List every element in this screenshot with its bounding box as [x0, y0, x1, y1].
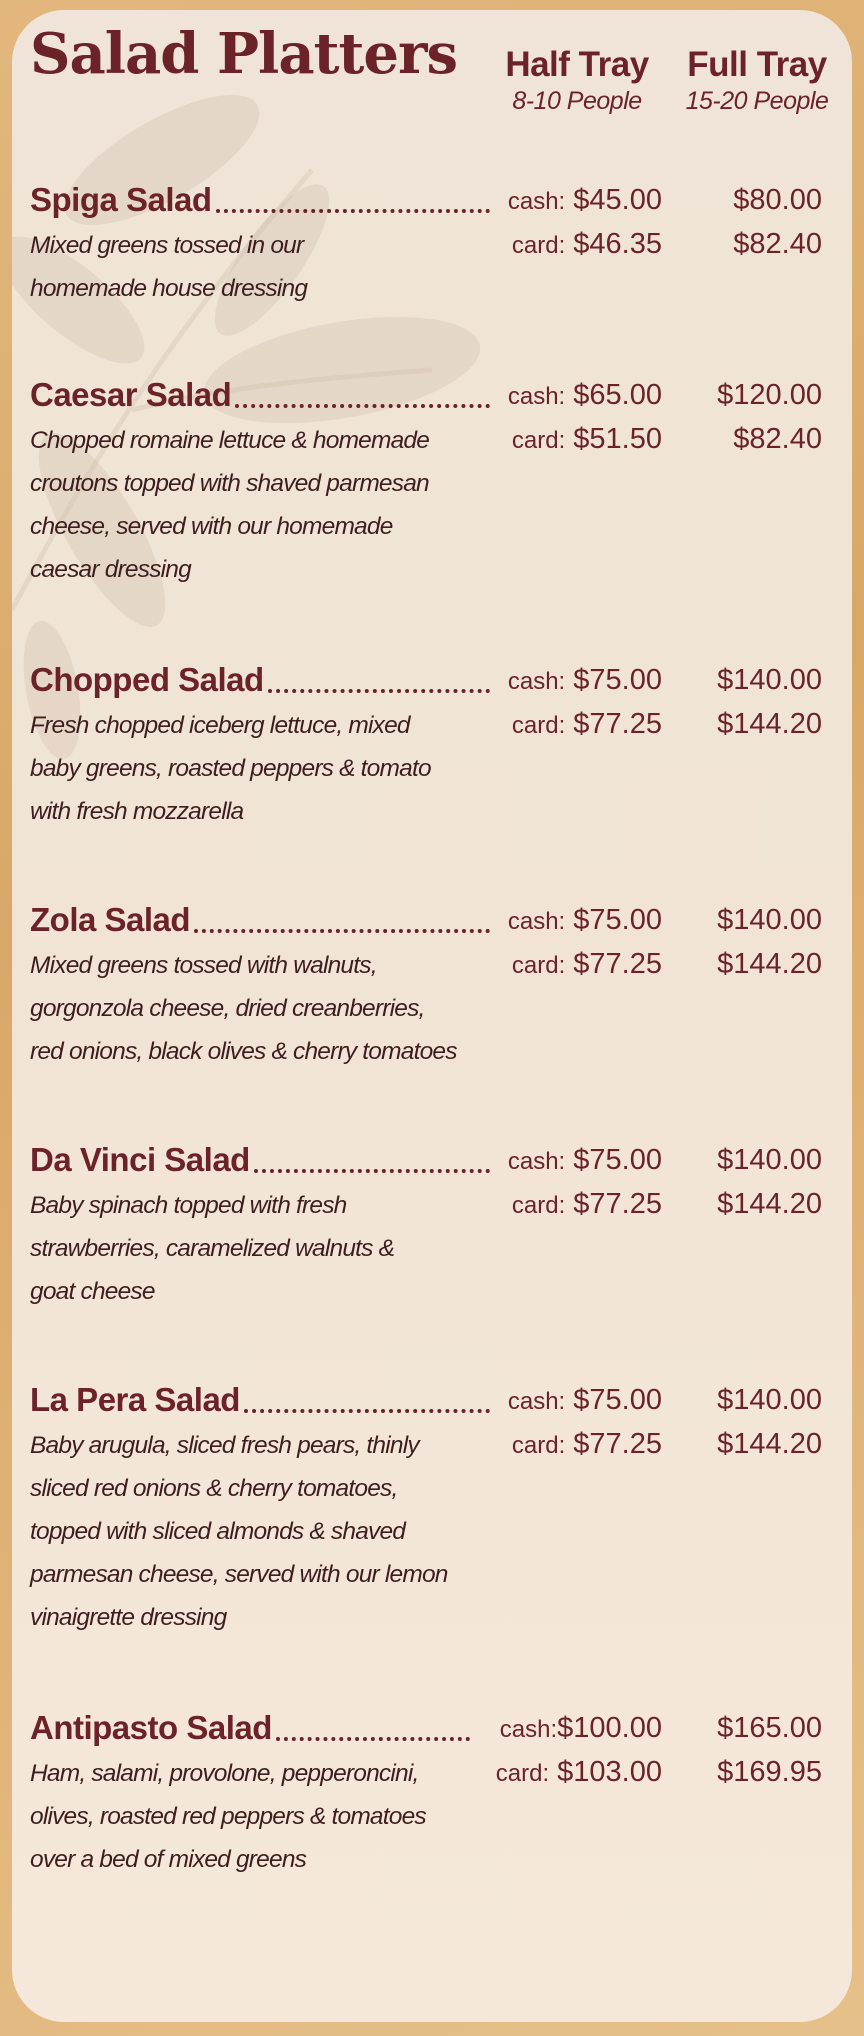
- cash-label: cash:: [499, 1716, 558, 1743]
- item-description: [30, 704, 470, 833]
- half-cash-price: [508, 1378, 662, 1424]
- price-value: $46.35: [573, 228, 662, 260]
- full-cash-price: $140.00: [717, 1384, 822, 1416]
- price-value: $77.25: [573, 1188, 662, 1220]
- price-value: $51.50: [573, 423, 662, 455]
- half-card-price: [512, 222, 662, 268]
- full-cash-price: $80.00: [733, 184, 822, 216]
- cash-label: cash:: [507, 1148, 566, 1175]
- item-name-row: [30, 1706, 470, 1750]
- full-card-price: $144.20: [717, 708, 822, 740]
- item-description: [30, 1424, 470, 1639]
- description-line: Mixed greens tossed in our: [30, 232, 304, 259]
- dot-leader: [235, 404, 490, 408]
- full-card-price: $169.95: [717, 1756, 822, 1788]
- half-card-price: [512, 1422, 662, 1468]
- item-name-row: [30, 658, 490, 702]
- full-card-price: $144.20: [717, 948, 822, 980]
- full-tray-serves: 15-20 People: [685, 86, 829, 115]
- item-name-row: [30, 178, 490, 222]
- description-line: strawberries, caramelized walnuts &: [30, 1235, 395, 1262]
- full-card-price: $82.40: [733, 423, 822, 455]
- price-value: $77.25: [573, 1428, 662, 1460]
- card-label: card:: [495, 1760, 550, 1787]
- item-name: Chopped Salad: [30, 661, 264, 698]
- full-card-price: $144.20: [717, 1188, 822, 1220]
- price-value: $100.00: [557, 1712, 662, 1744]
- dot-leader: [254, 1169, 490, 1173]
- description-line: parmesan cheese, served with our lemon: [30, 1561, 448, 1588]
- full-cash-price: $165.00: [717, 1712, 822, 1744]
- description-line: red onions, black olives & cherry tomatoes: [30, 1038, 457, 1065]
- full-tray-label: Full Tray: [687, 45, 827, 84]
- half-card-price: [512, 417, 662, 463]
- item-name: Zola Salad: [30, 901, 191, 938]
- item-name-row: [30, 373, 490, 417]
- half-cash-price: [508, 1138, 662, 1184]
- description-line: sliced red onions & cherry tomatoes,: [30, 1475, 398, 1502]
- item-description: [30, 224, 470, 310]
- half-card-price: [496, 1750, 662, 1796]
- description-line: cheese, served with our homemade: [30, 513, 393, 540]
- description-line: with fresh mozzarella: [30, 798, 244, 825]
- description-line: croutons topped with shaved parmesan: [30, 470, 429, 497]
- half-tray-serves: 8-10 People: [512, 86, 642, 115]
- price-value: $45.00: [573, 184, 662, 216]
- description-line: Fresh chopped iceberg lettuce, mixed: [30, 712, 410, 739]
- half-cash-price: [508, 373, 662, 419]
- full-card-price: $144.20: [717, 1428, 822, 1460]
- item-description: [30, 419, 470, 591]
- cash-label: cash:: [507, 908, 566, 935]
- cash-label: cash:: [507, 668, 566, 695]
- cash-label: cash:: [507, 383, 566, 410]
- page-title: Salad Platters: [30, 21, 457, 87]
- price-value: $75.00: [573, 1144, 662, 1176]
- dot-leader: [216, 209, 490, 213]
- half-tray-label: Half Tray: [505, 45, 649, 84]
- item-description: [30, 1752, 470, 1881]
- description-line: topped with sliced almonds & shaved: [30, 1518, 406, 1545]
- description-line: Chopped romaine lettuce & homemade: [30, 427, 430, 454]
- half-cash-price: [500, 1706, 662, 1752]
- description-line: baby greens, roasted peppers & tomato: [30, 755, 431, 782]
- dot-leader: [194, 929, 490, 933]
- full-cash-price: $120.00: [717, 379, 822, 411]
- item-description: [30, 1184, 470, 1313]
- description-line: over a bed of mixed greens: [30, 1846, 307, 1873]
- price-value: $75.00: [573, 664, 662, 696]
- half-cash-price: [508, 658, 662, 704]
- half-card-price: [512, 942, 662, 988]
- description-line: Baby spinach topped with fresh: [30, 1192, 347, 1219]
- item-description: [30, 944, 470, 1073]
- description-line: Baby arugula, sliced fresh pears, thinly: [30, 1432, 419, 1459]
- card-label: card:: [511, 1192, 566, 1219]
- full-tray-header: [672, 46, 842, 117]
- description-line: caesar dressing: [30, 556, 191, 583]
- half-cash-price: [508, 898, 662, 944]
- full-cash-price: $140.00: [717, 904, 822, 936]
- description-line: homemade house dressing: [30, 275, 308, 302]
- item-name: Da Vinci Salad: [30, 1141, 250, 1178]
- card-label: card:: [511, 232, 566, 259]
- price-value: $103.00: [557, 1756, 662, 1788]
- description-line: olives, roasted red peppers & tomatoes: [30, 1803, 426, 1830]
- item-name: La Pera Salad: [30, 1381, 240, 1418]
- item-name: Spiga Salad: [30, 181, 212, 218]
- description-line: Ham, salami, provolone, pepperoncini,: [30, 1760, 419, 1787]
- menu-panel: [12, 10, 852, 2022]
- dot-leader: [244, 1409, 490, 1413]
- half-card-price: [512, 702, 662, 748]
- half-card-price: [512, 1182, 662, 1228]
- cash-label: cash:: [507, 188, 566, 215]
- price-value: $75.00: [573, 904, 662, 936]
- card-label: card:: [511, 712, 566, 739]
- description-line: vinaigrette dressing: [30, 1604, 227, 1631]
- price-value: $77.25: [573, 708, 662, 740]
- description-line: gorgonzola cheese, dried creanberries,: [30, 995, 425, 1022]
- price-value: $65.00: [573, 379, 662, 411]
- item-name: Caesar Salad: [30, 376, 232, 413]
- item-name: Antipasto Salad: [30, 1709, 272, 1746]
- price-value: $75.00: [573, 1384, 662, 1416]
- full-cash-price: $140.00: [717, 664, 822, 696]
- half-tray-header: [482, 46, 672, 117]
- price-value: $77.25: [573, 948, 662, 980]
- full-cash-price: $140.00: [717, 1144, 822, 1176]
- card-label: card:: [511, 427, 566, 454]
- cash-label: cash:: [507, 1388, 566, 1415]
- description-line: Mixed greens tossed with walnuts,: [30, 952, 377, 979]
- item-name-row: [30, 898, 490, 942]
- item-name-row: [30, 1138, 490, 1182]
- card-label: card:: [511, 952, 566, 979]
- half-cash-price: [508, 178, 662, 224]
- dot-leader: [268, 689, 490, 693]
- item-name-row: [30, 1378, 490, 1422]
- description-line: goat cheese: [30, 1278, 155, 1305]
- dot-leader: [276, 1737, 470, 1741]
- card-label: card:: [511, 1432, 566, 1459]
- full-card-price: $82.40: [733, 228, 822, 260]
